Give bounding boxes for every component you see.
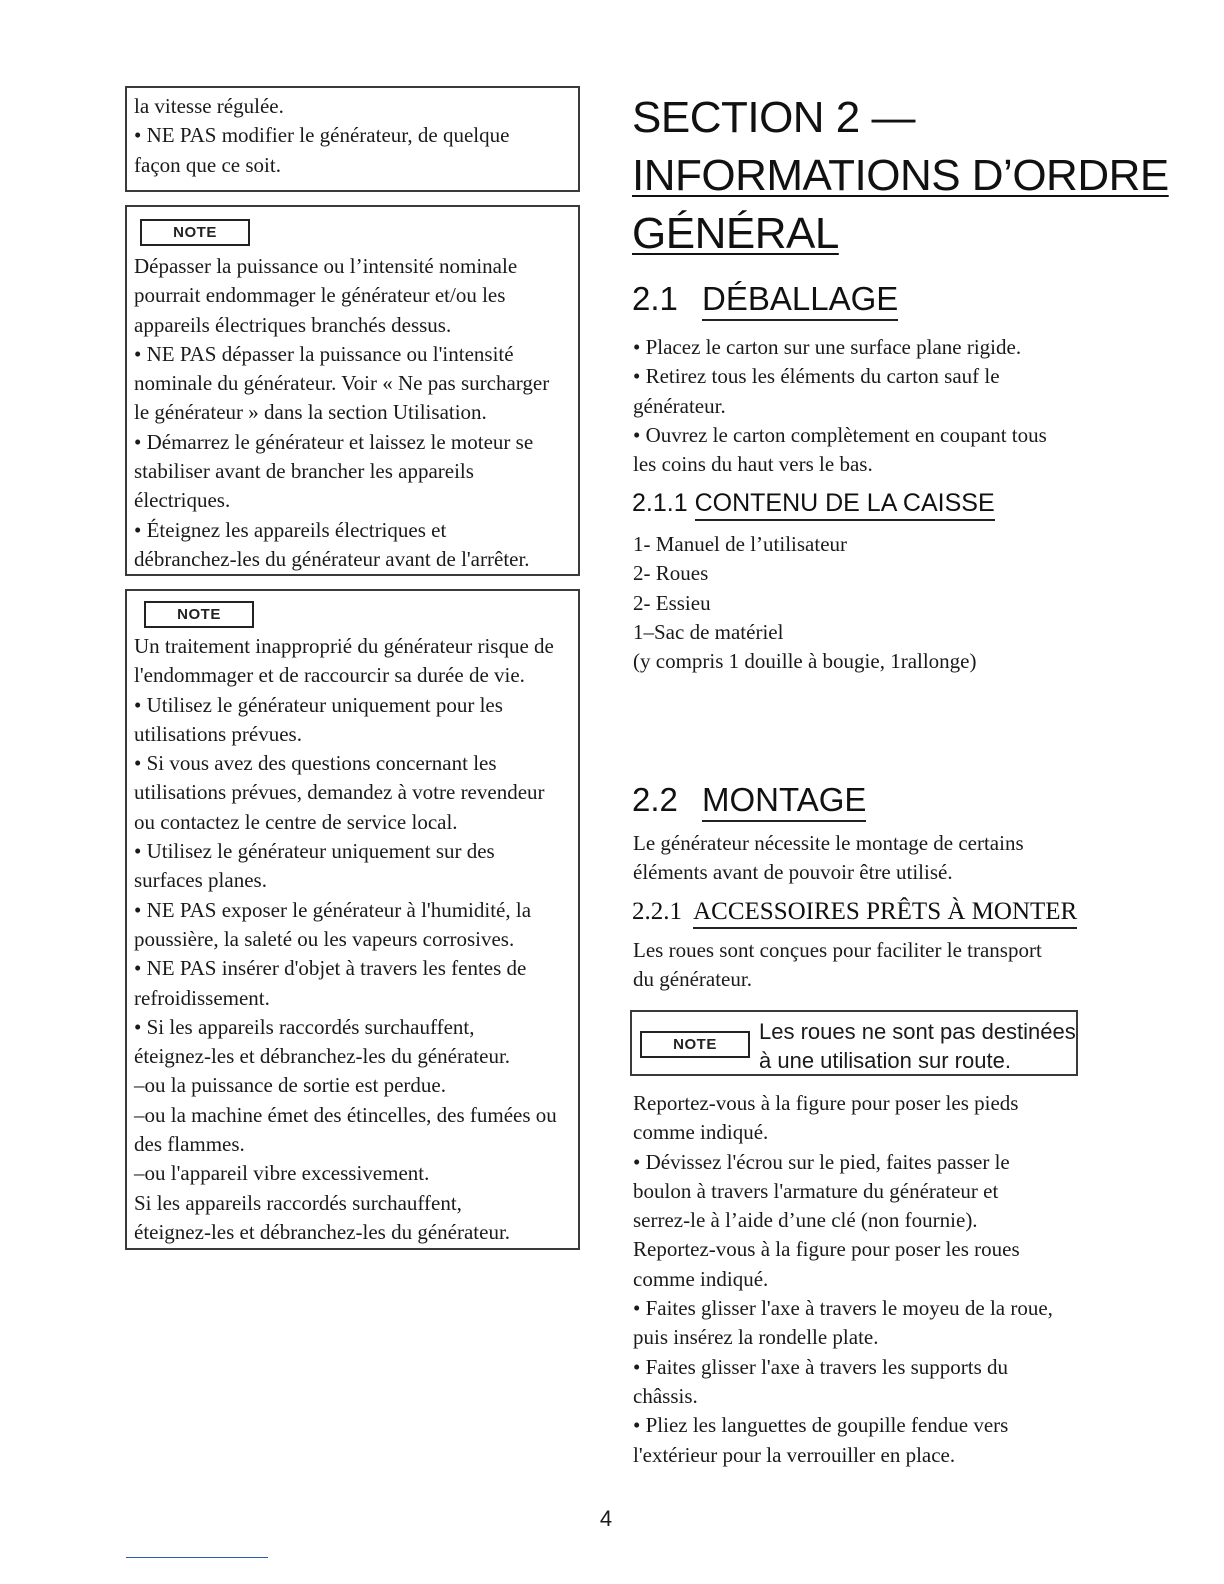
text-line: du générateur. (633, 967, 752, 992)
text-line: façon que ce soit. (134, 152, 281, 177)
text-line: –ou la machine émet des étincelles, des fumées ou (134, 1102, 557, 1127)
text-line: –ou l'appareil vibre excessivement. (134, 1161, 430, 1186)
heading-number: 2.1 (632, 280, 678, 317)
heading-2-2-1 (632, 896, 1077, 928)
text-line: Reportez-vous à la figure pour poser les pieds (633, 1091, 1019, 1115)
text-line: (y compris 1 douille à bougie, 1rallonge) (633, 649, 977, 674)
text-line: 1- Manuel de l’utilisateur (633, 532, 848, 556)
text-line: éteignez-les et débranchez-les du générateur. (134, 1044, 511, 1069)
text-line: éléments avant de pouvoir être utilisé. (633, 860, 953, 885)
assembly-steps-lines (633, 1089, 1053, 1470)
text-line: générateur. (633, 393, 726, 418)
text-line: stabiliser avant de brancher les appareils (134, 459, 474, 484)
note-box-wheels (630, 1010, 1078, 1076)
text-line: • NE PAS dépasser la puissance ou l'intensité (134, 341, 514, 366)
box-contents-lines (633, 530, 977, 676)
text-line: 2- Roues (633, 561, 709, 586)
text-line: l'extérieur pour la verrouiller en place. (633, 1442, 956, 1467)
text-line: éteignez-les et débranchez-les du générateur. (134, 1219, 511, 1244)
note2-lines (134, 632, 572, 1247)
text-line: ou contactez le centre de service local. (134, 809, 458, 834)
text-line: • NE PAS insérer d'objet à travers les fentes de (134, 956, 527, 981)
text-line: 1–Sac de matériel (633, 619, 784, 644)
text-line: • Faites glisser l'axe à travers le moyeu de la roue, (633, 1296, 1053, 1321)
section-title-line-3 (632, 206, 839, 262)
text-line: poussière, la saleté ou les vapeurs corrosives. (134, 926, 515, 951)
heading-2-1 (632, 279, 898, 319)
section-title-line-1: SECTION 2 — (632, 93, 915, 142)
heading-title: ACCESSOIRES PRÊTS À MONTER (693, 898, 1077, 929)
note1-lines (134, 252, 572, 574)
text-line: des flammes. (134, 1132, 245, 1157)
page-number: 4 (599, 1506, 613, 1531)
text-line: • Ouvrez le carton complètement en coupant tous (633, 422, 1047, 447)
note-badge: NOTE (640, 1031, 750, 1058)
text-line: appareils électriques branchés dessus. (134, 312, 452, 337)
text-line: • Si les appareils raccordés surchauffent, (134, 1014, 475, 1039)
text-line: Le générateur nécessite le montage de certains (633, 831, 1024, 855)
text-line: électriques. (134, 488, 231, 513)
heading-2-1-1 (632, 487, 995, 519)
heading-title: DÉBALLAGE (702, 280, 898, 321)
box1-lines (134, 92, 572, 180)
text-line: • NE PAS exposer le générateur à l'humidité, la (134, 897, 532, 922)
note-badge: NOTE (144, 601, 254, 628)
note-wheels-line: à une utilisation sur route. (759, 1048, 1011, 1073)
note-wheels-line: Les roues ne sont pas destinées (759, 1019, 1076, 1044)
heading-number: 2.2 (632, 781, 678, 818)
text-line: • Utilisez le générateur uniquement pour les (134, 692, 503, 717)
text-line: • Placez le carton sur une surface plane rigide. (633, 335, 1022, 359)
footnote-rule (126, 1557, 268, 1558)
text-line: surfaces planes. (134, 868, 267, 893)
text-line: refroidissement. (134, 985, 270, 1010)
text-line: le générateur » dans la section Utilisation. (134, 400, 487, 425)
section-title-line-3-text: GÉNÉRAL (632, 209, 839, 258)
text-line: nominale du générateur. Voir « Ne pas surcharger (134, 371, 550, 396)
text-line: Si les appareils raccordés surchauffent, (134, 1190, 462, 1215)
text-line: Reportez-vous à la figure pour poser les roues (633, 1237, 1020, 1262)
assembly-intro-lines (633, 829, 1024, 888)
note-wheels-text (759, 1017, 1076, 1075)
text-line: • Démarrez le générateur et laissez le moteur se (134, 429, 534, 454)
text-line: Un traitement inapproprié du générateur risque de (134, 634, 554, 658)
note-badge: NOTE (140, 219, 250, 246)
text-line: • Dévissez l'écrou sur le pied, faites passer le (633, 1149, 1010, 1174)
text-line: puis insérez la rondelle plate. (633, 1325, 879, 1350)
heading-2-2 (632, 780, 866, 820)
heading-title: CONTENU DE LA CAISSE (695, 489, 995, 521)
text-line: l'endommager et de raccourcir sa durée de vie. (134, 663, 525, 688)
text-line: • Utilisez le générateur uniquement sur des (134, 839, 495, 864)
heading-title: MONTAGE (702, 781, 866, 822)
note-box-overload (125, 205, 580, 576)
text-line: comme indiqué. (633, 1120, 769, 1145)
text-line: • Retirez tous les éléments du carton sauf le (633, 364, 1000, 389)
unpacking-lines (633, 333, 1047, 479)
text-line: les coins du haut vers le bas. (633, 452, 873, 477)
accessories-lines (633, 936, 1042, 995)
text-line: comme indiqué. (633, 1266, 769, 1291)
text-line: serrez-le à l’aide d’une clé (non fournie). (633, 1208, 978, 1233)
text-line: • NE PAS modifier le générateur, de quelque (134, 123, 510, 148)
text-line: pourrait endommager le générateur et/ou les (134, 283, 506, 308)
text-line: Dépasser la puissance ou l’intensité nominale (134, 254, 518, 278)
section-title-line-2-text: INFORMATIONS D’ORDRE (632, 151, 1169, 200)
text-line: châssis. (633, 1383, 698, 1408)
heading-number: 2.1.1 (632, 489, 688, 517)
note-box-improper-use (125, 589, 580, 1250)
text-line: utilisations prévues. (134, 721, 302, 746)
heading-number: 2.2.1 (632, 898, 682, 925)
text-line: boulon à travers l'armature du générateur et (633, 1178, 999, 1203)
text-line: utilisations prévues, demandez à votre revendeur (134, 780, 545, 805)
text-line: Les roues sont conçues pour faciliter le transport (633, 938, 1042, 962)
text-line: • Faites glisser l'axe à travers les supports du (633, 1354, 1009, 1379)
warning-box-continued (125, 86, 580, 192)
section-title-line-2 (632, 148, 1169, 204)
text-line: • Pliez les languettes de goupille fendue vers (633, 1413, 1009, 1438)
text-line: • Si vous avez des questions concernant les (134, 751, 497, 776)
text-line: débranchez-les du générateur avant de l'arrêter. (134, 546, 530, 571)
text-line: la vitesse régulée. (134, 94, 284, 118)
text-line: –ou la puissance de sortie est perdue. (134, 1073, 446, 1098)
text-line: • Éteignez les appareils électriques et (134, 517, 447, 542)
text-line: 2- Essieu (633, 590, 711, 615)
